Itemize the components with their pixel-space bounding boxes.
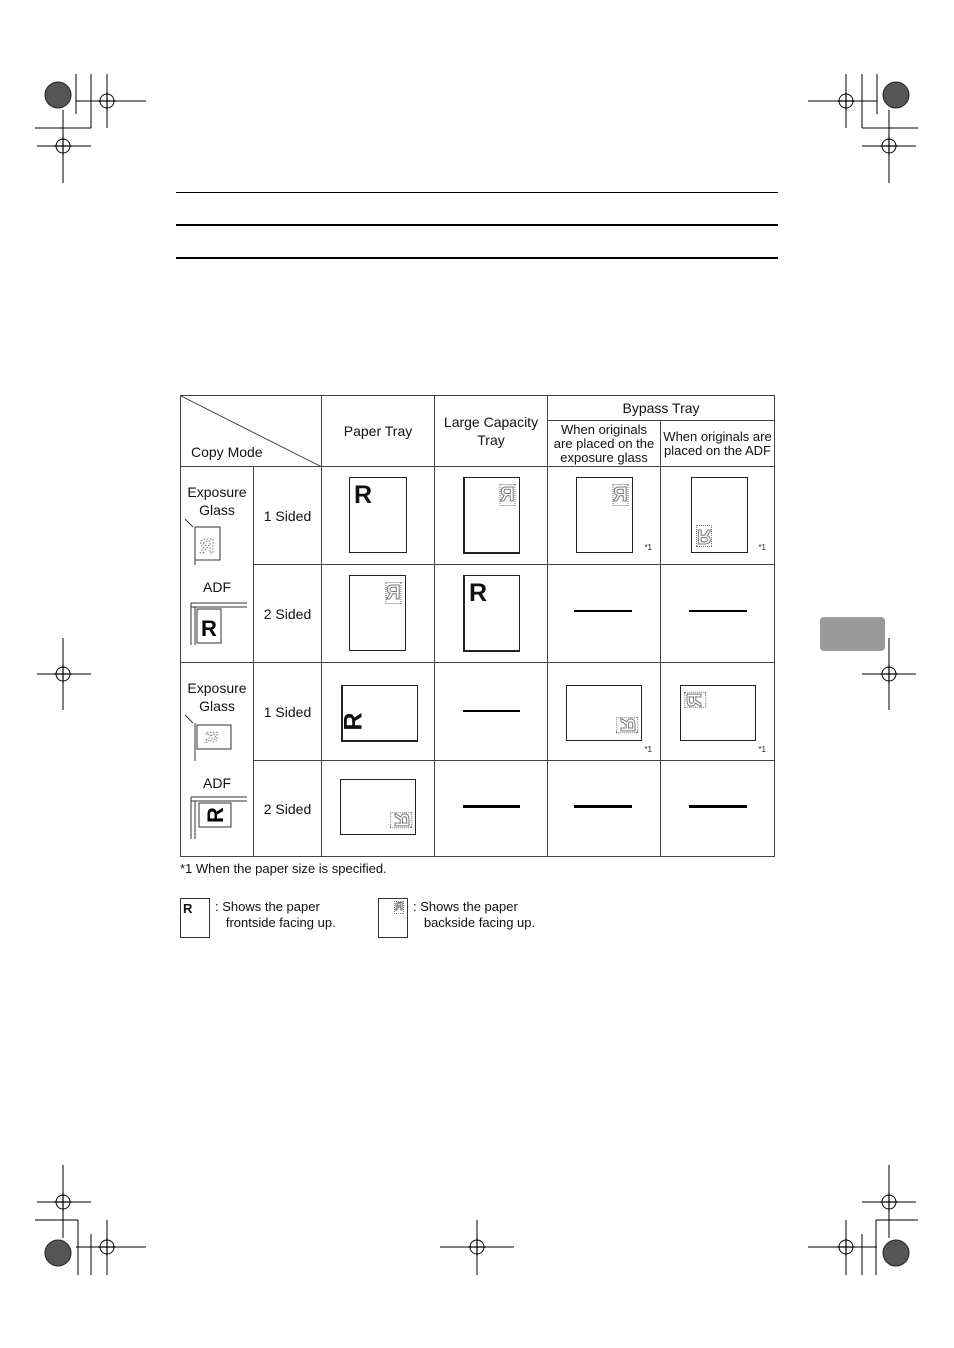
cell-g1-1s-bypass-glass bbox=[548, 467, 661, 565]
copy-mode-header-cell bbox=[181, 396, 322, 467]
paper-tray-header: Paper Tray bbox=[322, 396, 435, 467]
adf-original-icon bbox=[189, 793, 249, 841]
cell-g1-1s-lct bbox=[435, 467, 548, 565]
adf-original-icon bbox=[189, 599, 249, 647]
svg-text:R: R bbox=[201, 616, 217, 641]
originals-cell-group-1 bbox=[181, 467, 254, 663]
originals-cell-group-2 bbox=[181, 663, 254, 857]
bypass-tray-header: Bypass Tray bbox=[548, 396, 775, 421]
svg-text:R: R bbox=[202, 731, 219, 743]
paper-sheet-back: R bbox=[680, 685, 756, 741]
header-rule-middle bbox=[176, 224, 778, 226]
exposure-glass-original-icon bbox=[185, 517, 225, 565]
copy-mode-label: Copy Mode bbox=[191, 444, 263, 460]
paper-sheet-front: R bbox=[349, 477, 407, 553]
cell-g1-1s-bypass-adf bbox=[661, 467, 775, 565]
chapter-tab bbox=[820, 617, 885, 651]
svg-text:R: R bbox=[199, 536, 215, 558]
bypass-adf-subheader: When originals are placed on the ADF bbox=[661, 421, 775, 467]
cell-g1-2s-lct bbox=[435, 565, 548, 663]
paper-sheet-back: R bbox=[566, 685, 642, 741]
paper-sheet-back: R bbox=[340, 779, 416, 835]
legend-front-letter: R bbox=[183, 901, 193, 916]
exposure-glass-label: Exposure Glass bbox=[187, 680, 247, 714]
orientation-table bbox=[180, 395, 775, 857]
cell-g1-1s-paper-tray bbox=[322, 467, 435, 565]
not-available-dash bbox=[463, 805, 520, 808]
note-mark: *1 bbox=[644, 745, 652, 754]
bypass-glass-subheader: When originals are placed on the exposure glass bbox=[548, 421, 661, 467]
not-available-dash bbox=[574, 610, 632, 612]
cell-g1-2s-bypass-glass bbox=[548, 565, 661, 663]
svg-text:R: R bbox=[203, 807, 228, 823]
cell-g2-1s-bypass-glass bbox=[548, 663, 661, 761]
note-mark: *1 bbox=[758, 543, 766, 552]
cell-g2-2s-bypass-adf bbox=[661, 761, 775, 857]
paper-sheet-back: R bbox=[691, 477, 748, 553]
paper-sheet-front: R bbox=[463, 575, 520, 652]
adf-label: ADF bbox=[203, 579, 231, 595]
legend-front-text: : Shows the paper frontside facing up. bbox=[215, 899, 336, 930]
legend-back-letter: R bbox=[395, 901, 403, 913]
legend-back-sheet bbox=[378, 898, 408, 938]
cell-g1-2s-paper-tray bbox=[322, 565, 435, 663]
header-rule-top bbox=[176, 192, 778, 193]
note-mark: *1 bbox=[644, 543, 652, 552]
cell-g1-2s-bypass-adf bbox=[661, 565, 775, 663]
exposure-glass-original-icon bbox=[185, 713, 235, 761]
footnote: *1 When the paper size is specified. bbox=[180, 861, 387, 876]
not-available-dash bbox=[463, 710, 520, 712]
not-available-dash bbox=[689, 805, 747, 808]
paper-sheet-back: R bbox=[463, 477, 520, 554]
row-label-g1-1sided: 1 Sided bbox=[254, 467, 322, 565]
not-available-dash bbox=[689, 610, 747, 612]
paper-sheet-back: R bbox=[349, 575, 406, 651]
note-mark: *1 bbox=[758, 745, 766, 754]
not-available-dash bbox=[574, 805, 632, 808]
legend-back-text: : Shows the paper backside facing up. bbox=[413, 899, 536, 930]
large-capacity-tray-header: Large Capacity Tray bbox=[435, 396, 548, 467]
exposure-glass-label: Exposure Glass bbox=[187, 484, 247, 518]
paper-sheet-back: R bbox=[576, 477, 633, 553]
legend-front-sheet bbox=[180, 898, 210, 938]
cell-g2-2s-bypass-glass bbox=[548, 761, 661, 857]
row-label-g2-1sided: 1 Sided bbox=[254, 663, 322, 761]
row-label-g1-2sided: 2 Sided bbox=[254, 565, 322, 663]
header-rule-bottom bbox=[176, 257, 778, 259]
cell-g2-2s-lct bbox=[435, 761, 548, 857]
cell-g2-1s-lct bbox=[435, 663, 548, 761]
cell-g2-2s-paper-tray bbox=[322, 761, 435, 857]
cell-g2-1s-bypass-adf bbox=[661, 663, 775, 761]
adf-label: ADF bbox=[203, 775, 231, 791]
cell-g2-1s-paper-tray bbox=[322, 663, 435, 761]
paper-sheet-front: R bbox=[341, 685, 418, 742]
row-label-g2-2sided: 2 Sided bbox=[254, 761, 322, 857]
